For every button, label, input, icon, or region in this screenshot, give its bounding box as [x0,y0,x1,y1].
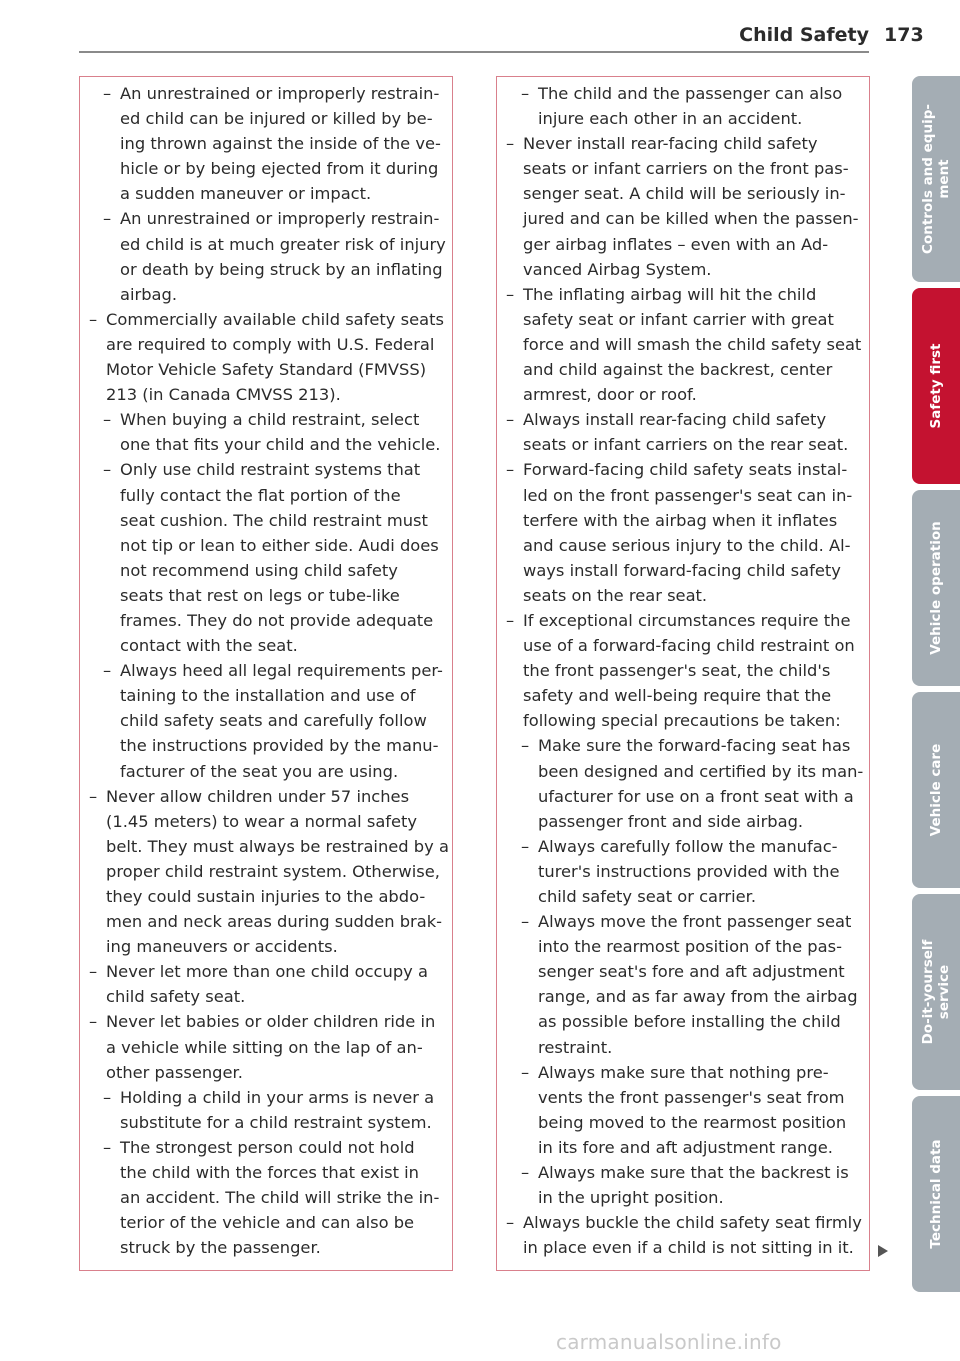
text-line: 213 (in Canada CMVSS 213). [106,385,341,405]
bullet-dash: – [103,410,112,430]
text-line: proper child restraint system. Otherwise, [106,861,440,881]
text-line: ing maneuvers or accidents. [106,937,338,957]
text-line: and cause serious injury to the child. Al- [523,535,851,555]
text-line: a sudden maneuver or impact. [120,184,372,204]
text-line: belt. They must always be restrained by a [106,836,449,856]
bullet-dash: – [89,309,98,329]
text-line: jured and can be killed when the passen- [523,209,859,229]
text-line: facturer of the seat you are using. [120,761,399,781]
bullet-dash: – [103,209,112,229]
bullet-dash: – [506,610,515,630]
bullet-dash: – [506,410,515,430]
text-line: other passenger. [106,1062,243,1082]
chapter-tab-label: Do-it-yourself service [920,939,952,1045]
list-item [80,206,452,306]
text-line: safety seat or infant carrier with great [523,309,834,329]
bullet-dash: – [521,1062,530,1082]
list-item [497,131,869,282]
text-line: Never install rear-facing child safety [523,134,818,154]
list-item [80,457,452,658]
text-line: restraint. [538,1037,613,1057]
text-line: senger seat. A child will be seriously in- [523,184,846,204]
text-line: not recommend using child safety [120,560,398,580]
chapter-tab[interactable] [912,490,960,686]
text-line: being moved to the rearmost position [538,1112,847,1132]
text-line: Never let more than one child occupy a [106,962,428,982]
list-item [80,307,452,407]
bullet-dash: – [506,134,515,154]
chapter-tab-label: Vehicle operation [928,521,944,655]
text-line: substitute for a child restraint system. [120,1112,432,1132]
bullet-dash: – [506,460,515,480]
chapter-tab[interactable] [912,894,960,1090]
bullet-dash: – [103,1137,112,1157]
chapter-tab[interactable] [912,692,960,888]
text-line: seats that rest on legs or tube-like [120,585,400,605]
text-line: Always install rear-facing child safety [523,410,827,430]
chapter-tab-label: Vehicle care [928,743,944,837]
text-line: injure each other in an accident. [538,109,803,129]
text-line: they could sustain injuries to the abdo- [106,887,426,906]
text-line: use of a forward-facing child restraint on [523,636,855,656]
text-line: When buying a child restraint, select [120,410,420,430]
text-line: men and neck areas during sudden brak- [106,912,443,932]
text-line: and child against the backrest, center [523,360,833,380]
text-line: ufacturer for use on a front seat with a [538,786,854,806]
text-line: passenger front and side airbag. [538,811,804,831]
text-line: taining to the installation and use of [120,686,416,706]
text-line: Never let babies or older children ride in [106,1012,436,1032]
text-line: child safety seat. [106,987,246,1007]
text-line: a vehicle while sitting on the lap of an- [106,1037,423,1057]
text-line: into the rearmost position of the pas- [538,937,842,957]
text-line: Always make sure that nothing pre- [538,1062,829,1082]
list-item [497,834,869,909]
text-line: The child and the passenger can also [538,84,843,103]
list-item [497,282,869,407]
list-item [497,1210,869,1260]
bullet-dash: – [521,84,530,103]
list-item [80,1135,452,1260]
text-line: fully contact the flat portion of the [120,485,401,505]
list-item [497,608,869,733]
text-line: led on the front passenger's seat can in- [523,485,853,505]
list-item [80,959,452,1009]
text-line: terfere with the airbag when it inflates [523,510,838,530]
text-line: ing thrown against the inside of the ve- [120,134,441,154]
text-line: or death by being struck by an inflating [120,259,443,279]
list-item [80,658,452,783]
warning-box-left [79,76,453,1271]
text-line: Only use child restraint systems that [120,460,421,480]
bullet-dash: – [89,1012,98,1032]
bullet-dash: – [89,962,98,982]
bullet-dash: – [506,284,515,304]
bullet-dash: – [103,661,112,681]
text-line: vents the front passenger's seat from [538,1087,845,1107]
list-item [497,81,869,131]
text-line: An unrestrained or improperly restrain- [120,84,440,103]
list-item [80,407,452,457]
text-line: airbag. [120,284,178,304]
text-line: senger seat's fore and aft adjustment [538,962,845,982]
text-line: Forward-facing child safety seats instal- [523,460,848,480]
text-line: The strongest person could not hold [120,1137,415,1157]
bullet-dash: – [103,460,112,480]
list-item [497,407,869,457]
text-line: Always heed all legal requirements per- [120,661,443,681]
text-line: turer's instructions provided with the [538,861,840,881]
text-line: frames. They do not provide adequate [120,610,434,630]
list-item [80,81,452,206]
text-line: seats or infant carriers on the front pas- [523,159,849,179]
list-item [497,733,869,833]
text-line: Make sure the forward-facing seat has [538,736,851,756]
list-item [80,1085,452,1135]
text-line: Holding a child in your arms is never a [120,1087,435,1107]
list-item [497,909,869,1060]
text-line: Commercially available child safety seats [106,309,444,329]
text-line: Always move the front passenger seat [538,912,852,932]
watermark: carmanualsonline.info [556,1330,782,1354]
list-item [497,1060,869,1160]
text-line: seats or infant carriers on the rear seat. [523,435,849,455]
bullet-dash: – [89,786,98,806]
text-line: Always make sure that the backrest is [538,1163,849,1183]
text-line: one that fits your child and the vehicle. [120,435,441,455]
text-line: the child with the forces that exist in [120,1163,420,1183]
text-line: armrest, door or roof. [523,385,697,405]
text-line: in its fore and aft adjustment range. [538,1137,833,1157]
text-line: struck by the passenger. [120,1238,321,1258]
text-line: ways install forward-facing child safety [523,560,841,580]
text-line: are required to comply with U.S. Federal [106,334,435,354]
bullet-dash: – [103,84,112,103]
text-line: ger airbag inflates – even with an Ad- [523,234,829,254]
text-line: child safety seats and carefully follow [120,711,427,731]
chapter-tab-label: Technical data [928,1139,944,1249]
text-line: ed child is at much greater risk of injury [120,234,446,254]
list-item [80,784,452,960]
text-line: following special precautions be taken: [523,711,841,731]
text-line: force and will smash the child safety seat [523,334,862,354]
chapter-tab[interactable] [912,1096,960,1292]
continue-arrow-icon [878,1245,888,1257]
warning-box-right [496,76,870,1271]
text-line: range, and as far away from the airbag [538,987,858,1007]
header-rule [79,51,869,53]
text-line: The inflating airbag will hit the child [523,284,817,304]
page-number: 173 [884,24,924,46]
list-item [80,1009,452,1084]
bullet-dash: – [521,912,530,932]
bullet-dash: – [521,736,530,756]
text-line: child safety seat or carrier. [538,887,757,906]
bullet-dash: – [521,1163,530,1183]
text-line: seat cushion. The child restraint must [120,510,428,530]
text-line: safety and well-being require that the [523,686,832,706]
chapter-tab[interactable] [912,76,960,282]
text-line: Never allow children under 57 inches [106,786,410,806]
list-item [497,1160,869,1210]
bullet-dash: – [506,1213,515,1233]
text-line: the front passenger's seat, the child's [523,661,831,681]
text-line: the instructions provided by the manu- [120,736,439,756]
text-line: terior of the vehicle and can also be [120,1213,415,1233]
bullet-dash: – [103,1087,112,1107]
text-line: been designed and certified by its man- [538,761,864,781]
chapter-tab[interactable] [912,288,960,484]
text-line: Always buckle the child safety seat firmly [523,1213,862,1233]
chapter-tab-label: Safety first [928,343,944,429]
text-line: An unrestrained or improperly restrain- [120,209,440,229]
text-line: not tip or lean to either side. Audi does [120,535,439,555]
text-line: contact with the seat. [120,636,298,656]
text-line: seats on the rear seat. [523,585,708,605]
text-line: (1.45 meters) to wear a normal safety [106,811,418,831]
text-line: as possible before installing the child [538,1012,841,1032]
list-item [497,457,869,608]
text-line: in the upright position. [538,1188,724,1208]
text-line: Motor Vehicle Safety Standard (FMVSS) [106,360,427,380]
text-line: If exceptional circumstances require the [523,610,851,630]
text-line: ed child can be injured or killed by be- [120,109,433,129]
text-line: Always carefully follow the manufac- [538,836,838,856]
text-line: vanced Airbag System. [523,259,712,279]
text-line: hicle or by being ejected from it during [120,159,439,179]
bullet-dash: – [521,836,530,856]
chapter-tab-label: Controls and equip- ment [920,104,952,254]
text-line: in place even if a child is not sitting in it. [523,1238,854,1258]
text-line: an accident. The child will strike the in- [120,1188,440,1208]
page-title: Child Safety [739,24,869,46]
